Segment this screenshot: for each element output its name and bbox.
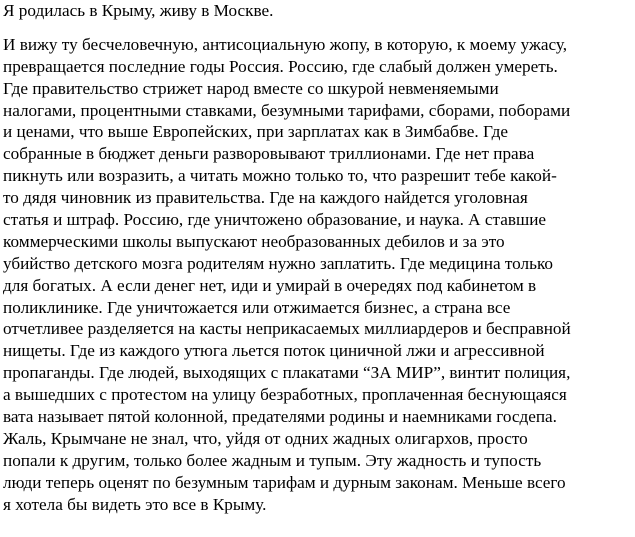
paragraph-line: пикнуть или возразить, а читать можно только то, что разрешит тебе какой- xyxy=(3,166,557,186)
paragraph-line: я хотела бы видеть это все в Крыму. xyxy=(3,494,267,514)
paragraph-line: люди теперь оценят по безумным тарифам и дурным законам. Меньше всего xyxy=(3,472,566,492)
paragraph-line: вата называет пятой колонной, предателями родины и наемниками госдепа. xyxy=(3,407,557,427)
paragraph-line: а вышедших с протестом на улицу безработных, проплаченная беснующаяся xyxy=(3,385,567,405)
paragraph-line: поликлинике. Где уничтожается или отжимается бизнес, а страна все xyxy=(3,297,511,317)
paragraph-line: и ценами, что выше Европейских, при зарплатах как в Зимбабве. Где xyxy=(3,122,508,142)
paragraph-line: И вижу ту бесчеловечную, антисоциальную жопу, в которую, к моему ужасу, xyxy=(3,34,568,54)
paragraph-line: попали к другим, только более жадным и тупым. Эту жадность и тупость xyxy=(3,450,542,470)
intro-line: Я родилась в Крыму, живу в Москве. xyxy=(3,1,274,20)
paragraph-line: то дядя чиновник из правительства. Где на каждого найдется уголовная xyxy=(3,188,528,208)
document-body xyxy=(3,0,631,516)
paragraph-line: Жаль, Крымчане не знал, что, уйдя от одних жадных олигархов, просто xyxy=(3,428,528,448)
paragraph-line: для богатых. А если денег нет, иди и умирай в очередях под кабинетом в xyxy=(3,275,537,295)
paragraph-line: собранные в бюджет деньги разворовывают триллионами. Где нет права xyxy=(3,144,535,164)
main-paragraph xyxy=(3,34,631,516)
paragraph-line: отчетливее разделяется на касты неприкасаемых миллиардеров и бесправной xyxy=(3,319,571,339)
paragraph-line: налогами, процентными ставками, безумными тарифами, сборами, поборами xyxy=(3,100,571,120)
paragraph-line: убийство детского мозга родителям нужно заплатить. Где медицина только xyxy=(3,253,554,273)
paragraph-line: коммерческими школы выпускают необразованных дебилов и за это xyxy=(3,231,505,251)
paragraph-line: превращается последние годы Россия. Россию, где слабый должен умереть. xyxy=(3,56,558,76)
paragraph-line: пропаганды. Где людей, выходящих с плакатами “ЗА МИР”, винтит полиция, xyxy=(3,363,571,383)
paragraph-line: статья и штраф. Россию, где уничтожено образование, и наука. А ставшие xyxy=(3,210,547,230)
paragraph-line: нищеты. Где из каждого утюга льется поток циничной лжи и агрессивной xyxy=(3,341,545,361)
paragraph-line: Где правительство стрижет народ вместе со шкурой невменяемыми xyxy=(3,78,499,98)
